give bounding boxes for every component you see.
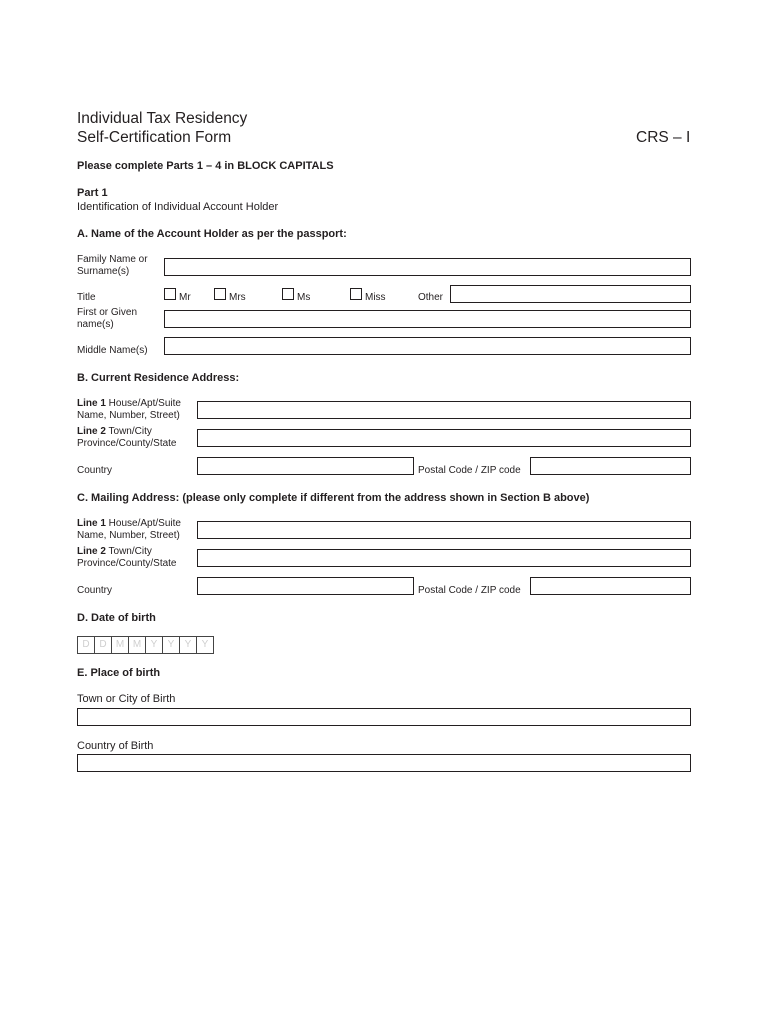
family-name-label xyxy=(77,254,148,278)
middle-name-field[interactable] xyxy=(164,337,691,355)
residence-country-label: Country xyxy=(77,465,113,476)
instruction-text: Please complete Parts 1 – 4 in BLOCK CAPITALS xyxy=(77,160,334,172)
section-a-heading: A. Name of the Account Holder as per the passport: xyxy=(77,228,347,240)
residence-postal-label: Postal Code / ZIP code xyxy=(418,465,521,476)
title-mr-checkbox[interactable] xyxy=(164,288,176,300)
town-of-birth-label: Town or City of Birth xyxy=(77,693,176,705)
title-other-field[interactable] xyxy=(450,285,691,303)
date-of-birth-field[interactable] xyxy=(77,636,231,654)
country-of-birth-field[interactable] xyxy=(77,754,691,772)
form-title-line1: Individual Tax Residency xyxy=(77,110,248,127)
title-mr-label: Mr xyxy=(179,292,191,303)
family-name-label-line2: Surname(s) xyxy=(77,266,130,277)
mailing-line1-bold: Line 1 xyxy=(77,518,106,529)
dob-year-cell-4[interactable]: Y xyxy=(196,636,214,654)
first-name-label xyxy=(77,307,137,331)
dob-day-cell-2[interactable]: D xyxy=(94,636,112,654)
family-name-label-line1: Family Name or xyxy=(77,254,148,265)
section-b-heading: B. Current Residence Address: xyxy=(77,372,240,384)
residence-line1-bold: Line 1 xyxy=(77,398,106,409)
title-label: Title xyxy=(77,292,96,303)
title-ms-checkbox[interactable] xyxy=(282,288,294,300)
mailing-line1-rest: House/Apt/Suite xyxy=(105,518,181,529)
dob-month-cell-1[interactable]: M xyxy=(111,636,129,654)
title-ms-label: Ms xyxy=(297,292,311,303)
residence-postal-field[interactable] xyxy=(530,457,691,475)
residence-line2-field[interactable] xyxy=(197,429,691,447)
mailing-line1-label xyxy=(77,518,181,542)
mailing-line2-label xyxy=(77,546,177,570)
dob-year-cell-2[interactable]: Y xyxy=(162,636,180,654)
town-of-birth-field[interactable] xyxy=(77,708,691,726)
mailing-line2-bold: Line 2 xyxy=(77,546,106,557)
country-of-birth-label: Country of Birth xyxy=(77,740,154,752)
mailing-line1-field[interactable] xyxy=(197,521,691,539)
middle-name-label: Middle Name(s) xyxy=(77,345,148,356)
residence-line1-field[interactable] xyxy=(197,401,691,419)
mailing-postal-field[interactable] xyxy=(530,577,691,595)
title-other-label: Other xyxy=(418,292,444,303)
residence-line2-rest: Town/City xyxy=(105,426,152,437)
dob-month-cell-2[interactable]: M xyxy=(128,636,146,654)
residence-line2-bold: Line 2 xyxy=(77,426,106,437)
section-e-heading: E. Place of birth xyxy=(77,667,161,679)
dob-year-cell-3[interactable]: Y xyxy=(179,636,197,654)
section-c-heading: C. Mailing Address: (please only complete if different from the address shown in Section B above) xyxy=(77,492,590,504)
mailing-country-label: Country xyxy=(77,585,113,596)
title-miss-label: Miss xyxy=(365,292,386,303)
residence-line2-label xyxy=(77,426,177,450)
residence-country-field[interactable] xyxy=(197,457,414,475)
mailing-line1-sub: Name, Number, Street) xyxy=(77,530,180,541)
mailing-line2-rest: Town/City xyxy=(105,546,152,557)
part1-heading: Part 1 xyxy=(77,187,108,199)
mailing-country-field[interactable] xyxy=(197,577,414,595)
residence-line1-label xyxy=(77,398,181,422)
residence-line2-sub: Province/County/State xyxy=(77,438,177,449)
mailing-line2-sub: Province/County/State xyxy=(77,558,177,569)
first-name-label-line2: name(s) xyxy=(77,319,114,330)
dob-day-cell-1[interactable]: D xyxy=(77,636,95,654)
title-mrs-checkbox[interactable] xyxy=(214,288,226,300)
residence-line1-rest: House/Apt/Suite xyxy=(105,398,181,409)
first-name-field[interactable] xyxy=(164,310,691,328)
form-code: CRS – I xyxy=(636,129,691,146)
mailing-line2-field[interactable] xyxy=(197,549,691,567)
mailing-postal-label: Postal Code / ZIP code xyxy=(418,585,521,596)
form-title-line2: Self-Certification Form xyxy=(77,129,232,146)
title-mrs-label: Mrs xyxy=(229,292,246,303)
residence-line1-sub: Name, Number, Street) xyxy=(77,410,180,421)
part1-subheading: Identification of Individual Account Holder xyxy=(77,201,279,213)
family-name-field[interactable] xyxy=(164,258,691,276)
dob-year-cell-1[interactable]: Y xyxy=(145,636,163,654)
title-miss-checkbox[interactable] xyxy=(350,288,362,300)
section-d-heading: D. Date of birth xyxy=(77,612,156,624)
first-name-label-line1: First or Given xyxy=(77,307,138,318)
